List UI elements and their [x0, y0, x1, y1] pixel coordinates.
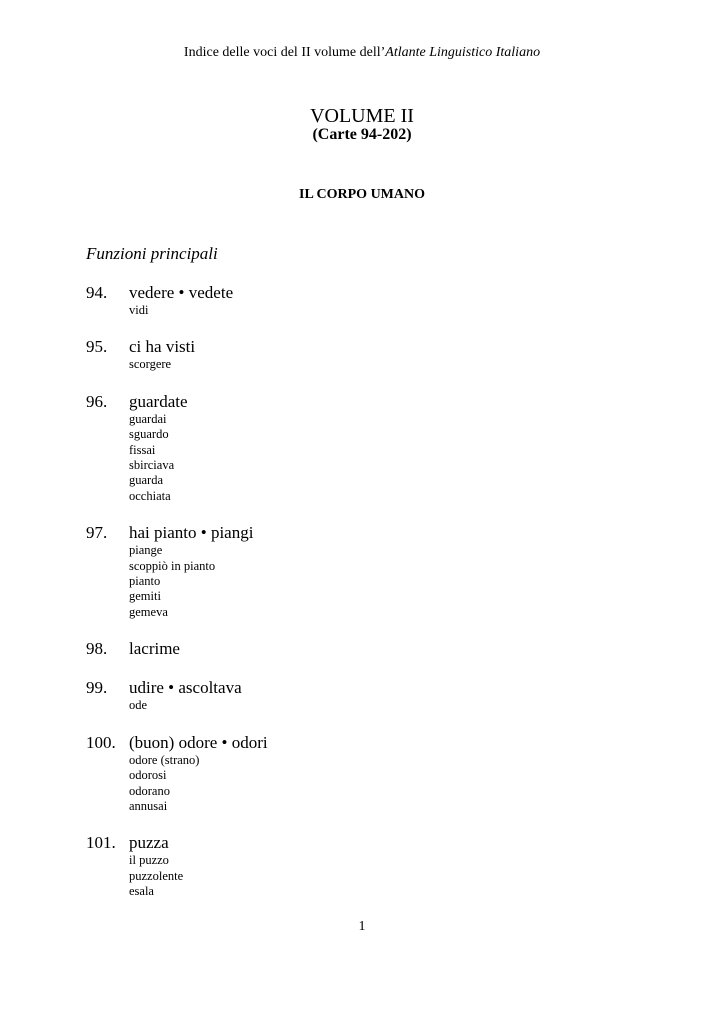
variant-item: scorgere	[129, 357, 172, 372]
entry-number: 96.	[86, 391, 108, 411]
entry-label: (buon) odore • odori	[129, 732, 268, 752]
variant-item: sguardo	[129, 427, 169, 442]
variant-item: esala	[129, 884, 154, 899]
variant-list	[86, 357, 646, 372]
variant-item: pianto	[129, 574, 161, 589]
entry-100	[86, 732, 646, 815]
running-head	[0, 44, 724, 62]
entry-label: puzza	[129, 833, 169, 853]
variant-item: annusai	[129, 798, 168, 813]
entry-number: 100.	[86, 732, 116, 752]
variant-item: guardai	[129, 411, 167, 426]
variant-list	[86, 698, 646, 713]
entry-label: vedere • vedete	[129, 283, 234, 302]
entry-97	[86, 522, 646, 620]
variant-item: odorosi	[129, 768, 167, 783]
variant-item: occhiata	[129, 488, 171, 503]
variant-item: guarda	[129, 473, 164, 488]
entry-number: 94.	[86, 283, 108, 302]
entry-label: hai pianto • piangi	[129, 523, 254, 543]
running-head-title: Atlante Linguistico Italiano	[385, 45, 541, 60]
section-title: IL CORPO UMANO	[299, 187, 425, 202]
entry-96	[86, 391, 646, 504]
variant-item: vidi	[129, 303, 149, 317]
variant-list	[86, 303, 646, 318]
variant-item: gemeva	[129, 604, 168, 619]
variant-item: il puzzo	[129, 853, 169, 868]
entry-number: 101.	[86, 833, 116, 853]
variant-item: scoppiò in pianto	[129, 558, 216, 573]
entry-94	[86, 282, 646, 318]
entry-number: 95.	[86, 337, 108, 357]
variant-list	[86, 543, 646, 620]
entry-label: guardate	[129, 391, 188, 411]
variant-list	[86, 753, 646, 815]
page-number: 1	[358, 919, 366, 934]
entry-98	[86, 638, 646, 659]
entry-number: 99.	[86, 678, 108, 698]
entry-101	[86, 832, 646, 899]
entry-number: 98.	[86, 639, 108, 659]
variant-item: odorano	[129, 783, 170, 798]
entry-label: ci ha visti	[129, 337, 196, 357]
variant-item: fissai	[129, 442, 156, 457]
entry-list	[86, 282, 646, 900]
variant-item: gemiti	[129, 589, 161, 604]
variant-list	[86, 412, 646, 504]
variant-item: ode	[129, 698, 148, 713]
entry-label: lacrime	[129, 639, 180, 659]
volume-range: (Carte 94-202)	[312, 126, 412, 143]
variant-item: odore (strano)	[129, 752, 200, 767]
variant-list	[86, 853, 646, 899]
entry-99	[86, 677, 646, 713]
variant-item: sbirciava	[129, 458, 175, 473]
variant-item: puzzolente	[129, 868, 184, 883]
entry-number: 97.	[86, 523, 108, 543]
entry-label: udire • ascoltava	[129, 678, 242, 698]
variant-item: piange	[129, 543, 163, 558]
running-head-text: Indice delle voci del II volume dell’	[183, 45, 386, 60]
volume-title: VOLUME II	[310, 105, 414, 127]
subsection-title: Funzioni principali	[86, 244, 218, 263]
entry-95	[86, 336, 646, 372]
